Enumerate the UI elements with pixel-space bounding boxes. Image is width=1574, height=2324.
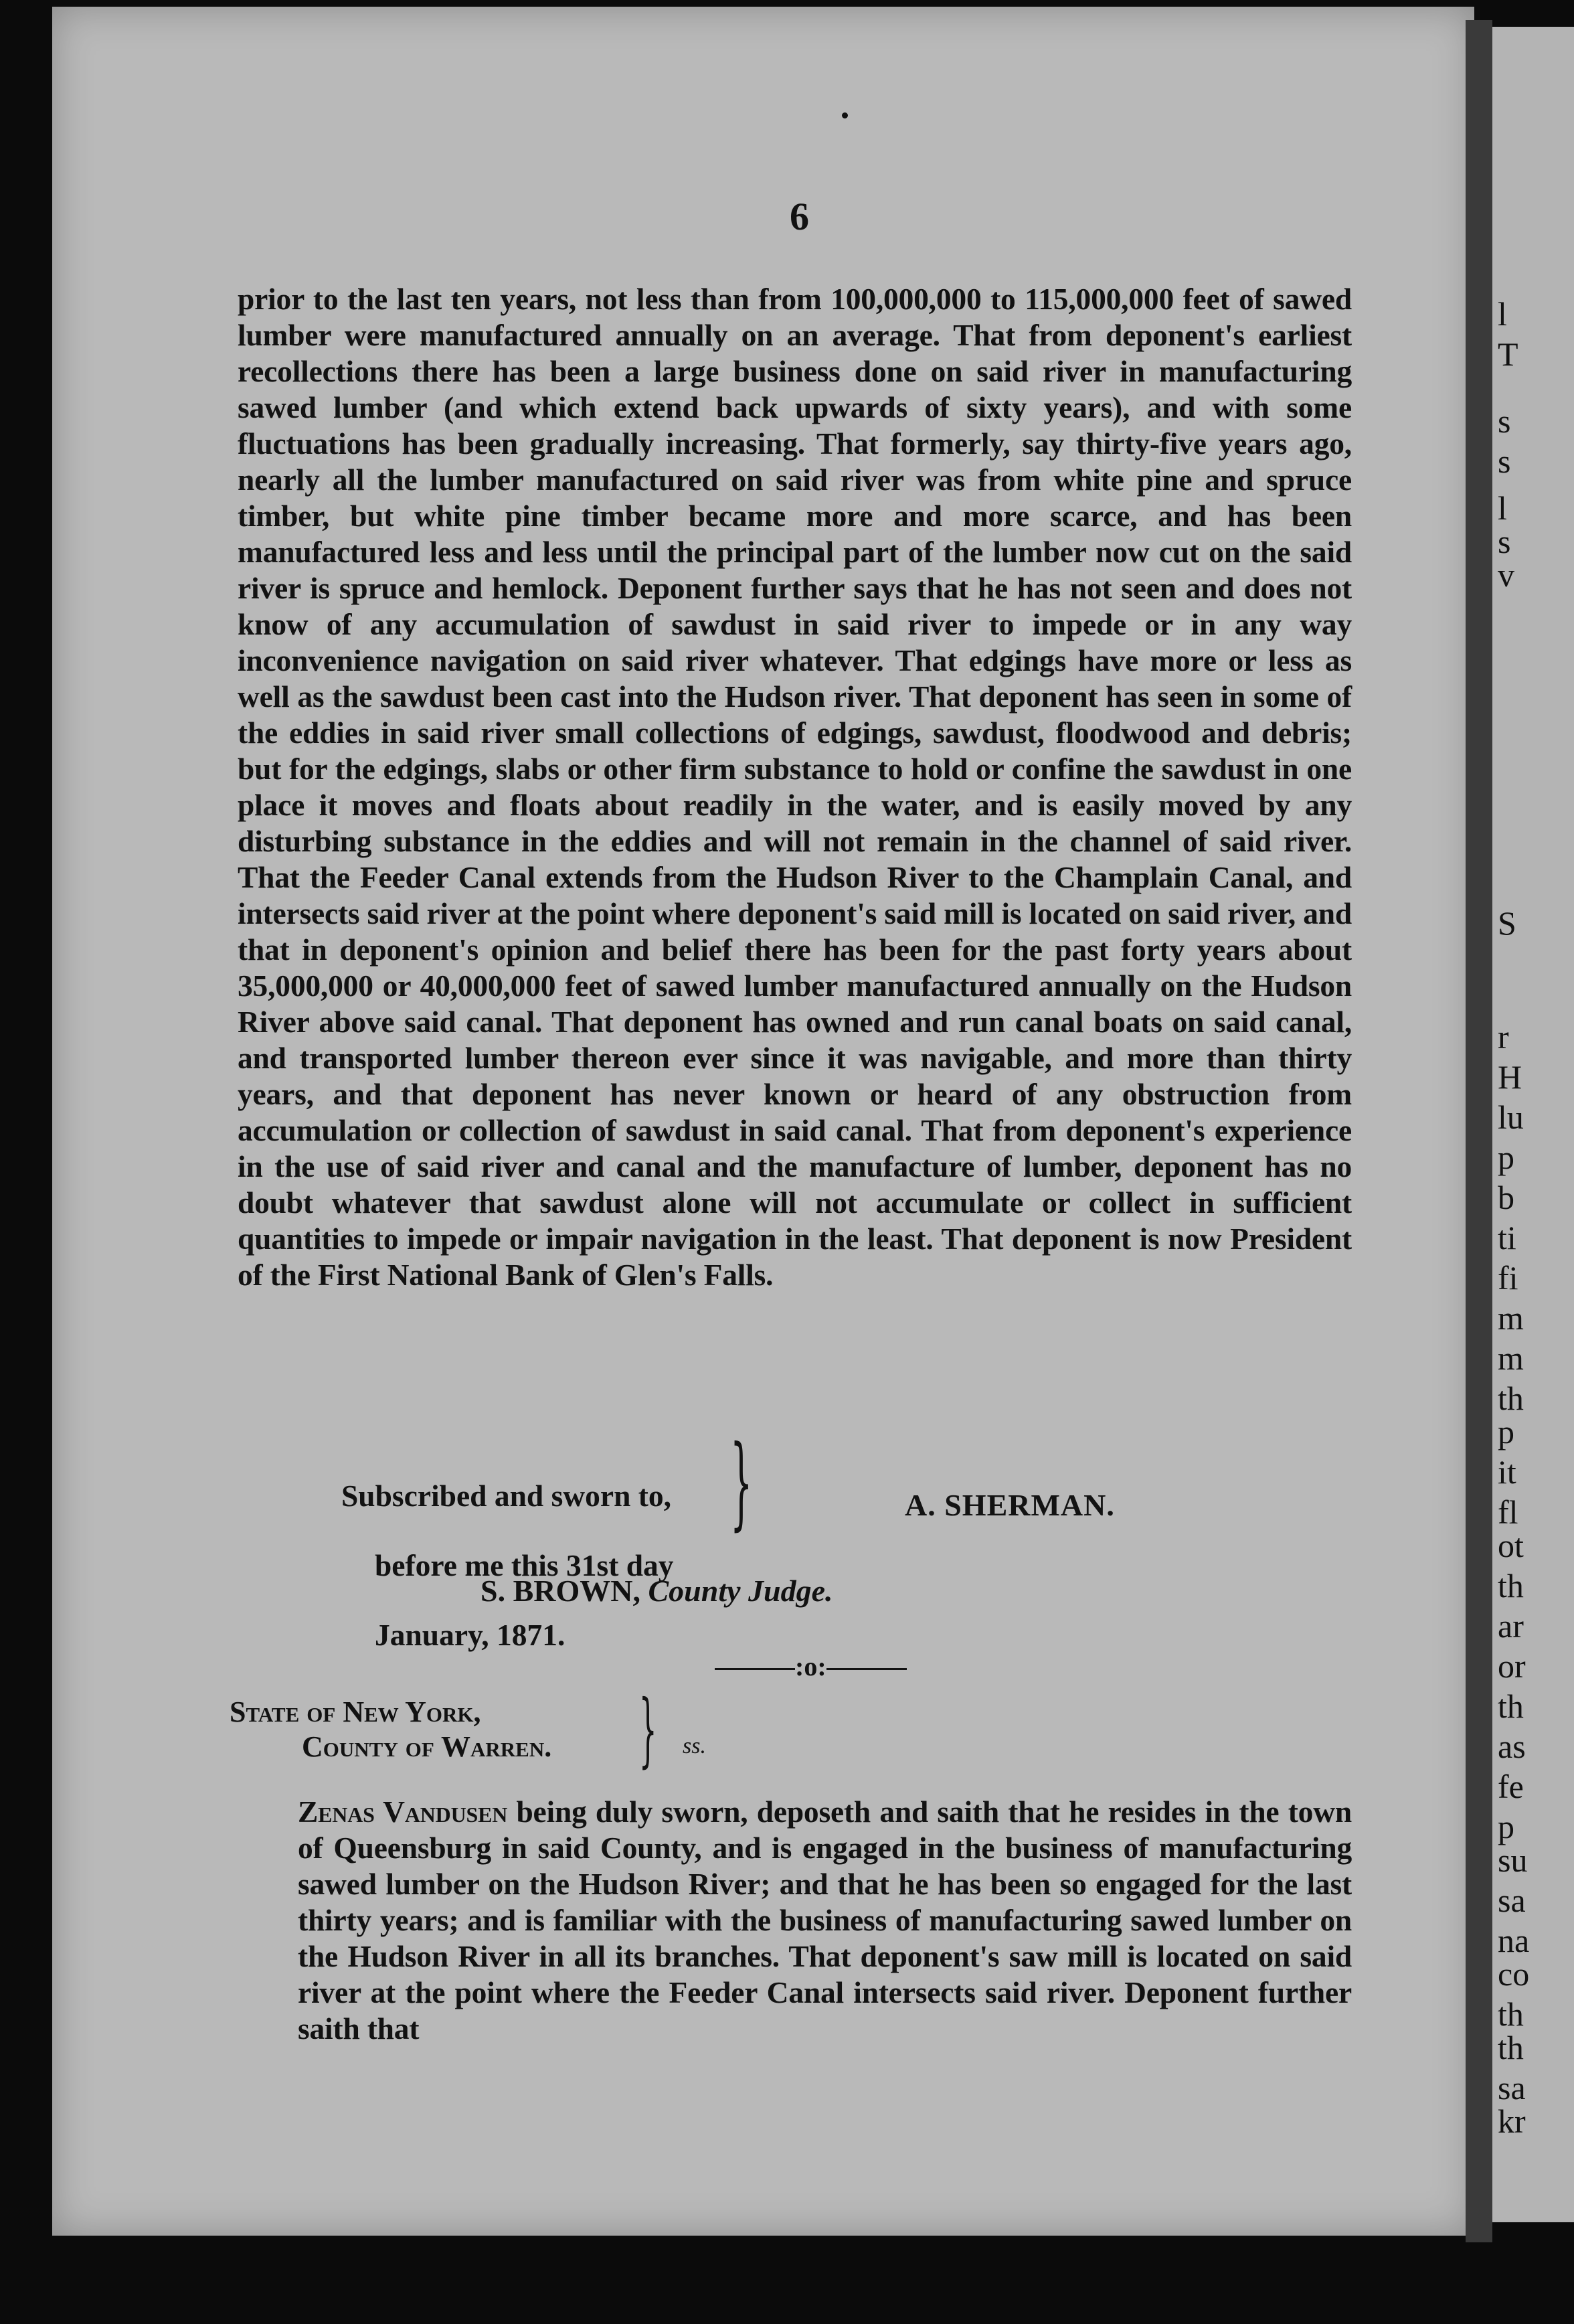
adjacent-page-fragment: l	[1498, 489, 1507, 527]
divider-line-right	[826, 1668, 907, 1670]
adjacent-page-fragment: th	[1498, 2029, 1524, 2066]
adjacent-page-fragment: ti	[1498, 1219, 1516, 1256]
adjacent-page-fragment: ar	[1498, 1607, 1524, 1645]
section-divider	[715, 1651, 907, 1682]
venue-county: County of Warren.	[302, 1730, 552, 1763]
venue-heading	[230, 1695, 551, 1764]
divider-line-left	[715, 1668, 795, 1670]
jurat-line-3: January, 1871.	[375, 1618, 565, 1652]
deponent-name: Zenas Vandusen	[298, 1795, 508, 1829]
paragraph-1-text: prior to the last ten years, not less than from 100,000,000 to 115,000,000 feet of sawed lumber were manufactured annually on an average. That from deponent's earliest recollections there has been a large business done on said river in manufacturing sawed lumber (and which extend back upwards of sixty years), and with some fluctuations has been gradually increasing. That formerly, say thirty-five years ago, nearly all the lumber manufactured on said river was from white pine and spruce timber, but white pine timber became more and more scarce, and has been manufactured less and less until the principal part of the lumber now cut on the said river is spruce and hemlock. Deponent further says that he has not seen and does not know of any accumulation of sawdust in said river to impede or in any way inconvenience navigation on said river whatever. That edgings have more or less as well as the sawdust been cast into the Hudson river. That deponent has seen in some of the eddies in said river small collections of edgings, sawdust, floodwood and debris; but for the edgings, slabs or other firm substance to hold or confine the sawdust in one place it moves and floats about readily in the water, and is easily moved by any disturbing substance in the eddies and will not remain in the channel of said river. That the Feeder Canal extends from the Hudson River to the Champlain Canal, and intersects said river at the point where deponent's said mill is located on said river, and that in deponent's opinion and belief there has been for the past forty years about 35,000,000 or 40,000,000 feet of sawed lumber manufactured annually on the Hudson River above said canal. That deponent has owned and run canal boats on said canal, and transported lumber thereon ever since it was navigable, and more than thirty years, and that deponent has never known or heard of any obstruction from accumulation or collection of sawdust in said canal. That from deponent's experience in the use of said river and canal and the manufacture of lumber, deponent has no doubt whatever that sawdust alone will not accumulate or collect in sufficient quantities to impede or impair navigation in the least. That deponent is now President of the First National Bank of Glen's Falls.	[238, 282, 1352, 1292]
adjacent-page-fragment: s	[1498, 402, 1511, 440]
adjacent-page-fragment: b	[1498, 1179, 1514, 1216]
adjacent-page-fragment: na	[1498, 1922, 1530, 1959]
venue-state: State of New York,	[230, 1695, 481, 1728]
adjacent-page-fragment: p	[1498, 1808, 1514, 1845]
adjacent-page-fragment: th	[1498, 1380, 1524, 1417]
jurat-line-2: before me this 31st day	[375, 1548, 674, 1582]
adjacent-page-fragment: H	[1498, 1058, 1522, 1096]
adjacent-page-fragment: th	[1498, 1687, 1524, 1725]
adjacent-page-fragment: as	[1498, 1728, 1526, 1765]
venue-brace: }	[638, 1683, 657, 1776]
page-number: 6	[790, 195, 809, 238]
adjacent-page-fragment: lu	[1498, 1098, 1524, 1136]
affidavit-paragraph-1	[238, 281, 1352, 1293]
adjacent-page-fragment: l	[1498, 295, 1507, 333]
adjacent-page-fragment: fe	[1498, 1768, 1524, 1805]
adjacent-page-fragment: th	[1498, 1567, 1524, 1604]
adjacent-page-fragment: m	[1498, 1339, 1524, 1377]
adjacent-page-fragment: p	[1498, 1139, 1514, 1176]
adjacent-page-fragment: S	[1498, 904, 1516, 942]
jurat	[341, 1444, 674, 1687]
adjacent-page-fragment: fl	[1498, 1493, 1518, 1531]
adjacent-page-fragment: s	[1498, 442, 1511, 480]
venue-ss: ss.	[683, 1734, 706, 1758]
judge-title: County Judge.	[648, 1574, 833, 1608]
adjacent-page-fragment: kr	[1498, 2102, 1526, 2140]
affidavit-paragraph-2	[228, 1794, 1352, 2047]
jurat-brace: }	[730, 1424, 753, 1541]
signer-name: A. SHERMAN.	[905, 1488, 1115, 1522]
divider-mark: :o:	[795, 1651, 826, 1681]
adjacent-page-fragment: or	[1498, 1647, 1526, 1685]
adjacent-page-edge	[1492, 27, 1574, 2222]
adjacent-page-fragment: m	[1498, 1299, 1524, 1337]
book-gutter	[1466, 20, 1492, 2242]
adjacent-page-fragment: th	[1498, 1995, 1524, 2033]
adjacent-page-fragment: fi	[1498, 1259, 1518, 1297]
adjacent-page-fragment: it	[1498, 1453, 1516, 1491]
adjacent-page-fragment: co	[1498, 1955, 1530, 1993]
adjacent-page-fragment: v	[1498, 556, 1514, 594]
adjacent-page-fragment: su	[1498, 1841, 1528, 1879]
adjacent-page-fragment: T	[1498, 335, 1518, 373]
adjacent-page-fragment: ot	[1498, 1527, 1524, 1564]
adjacent-page-fragment: sa	[1498, 1882, 1526, 1919]
ink-dot	[842, 112, 848, 118]
judge-signature	[480, 1573, 833, 1608]
adjacent-page-fragment: p	[1498, 1413, 1514, 1450]
paragraph-2-text	[228, 1794, 1352, 2047]
adjacent-page-fragment: r	[1498, 1018, 1509, 1056]
judge-name: S. BROWN,	[480, 1574, 640, 1608]
paragraph-2-body: being duly sworn, deposeth and saith that he resides in the town of Queensburg in said County, and is engaged in the business of manufacturing sawed lumber on the Hudson River; and that he has been so engaged for the last thirty years; and is familiar with the business of manufacturing sawed lumber on the Hudson River in all its branches. That deponent's saw mill is located on said river at the point where the Feeder Canal intersects said river. Deponent further saith that	[298, 1795, 1352, 2046]
adjacent-page-fragment: sa	[1498, 2069, 1526, 2106]
adjacent-page-fragment: s	[1498, 523, 1511, 560]
jurat-line-1: Subscribed and sworn to,	[341, 1479, 672, 1513]
